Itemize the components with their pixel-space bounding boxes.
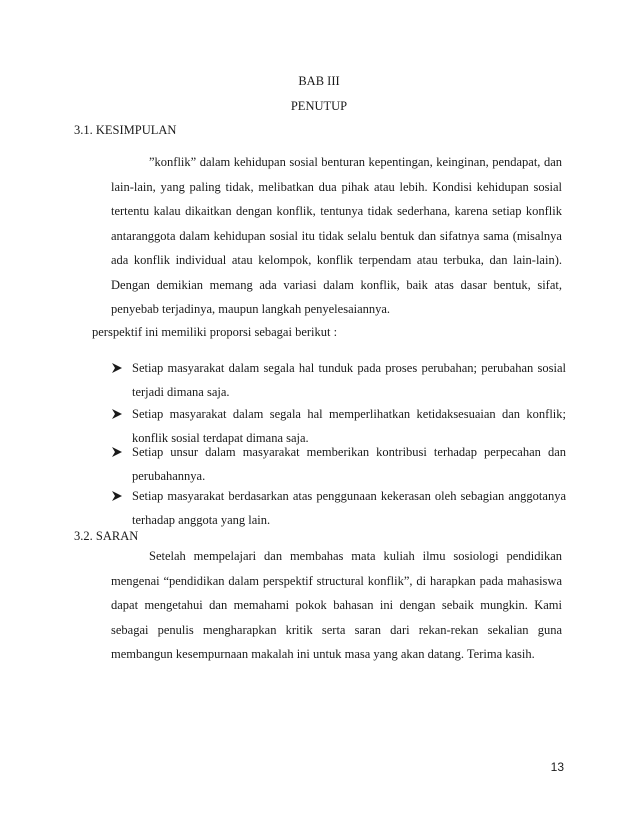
- paragraph-line: mengenai “pendidikan dalam perspektif structural konflik”, di harapkan pada mahasiswa: [111, 573, 562, 588]
- arrowhead-bullet-icon: [110, 360, 124, 376]
- arrowhead-bullet-icon: [110, 444, 124, 460]
- chapter-label: BAB III: [298, 74, 340, 88]
- bullet-line: Setiap unsur dalam masyarakat memberikan kontribusi terhadap perpecahan dan: [132, 445, 566, 459]
- bullet-line: Setiap masyarakat dalam segala hal tunduk pada proses perubahan; perubahan sosial: [132, 361, 566, 375]
- paragraph-line: membangun kesempurnaan makalah ini untuk masa yang akan datang. Terima kasih.: [111, 647, 535, 661]
- paragraph-line: Dengan demikian memang ada variasi dalam konflik, baik atas dasar bentuk, sifat,: [111, 277, 562, 292]
- bullet-line: Setiap masyarakat dalam segala hal memperlihatkan ketidaksesuaian dan konflik;: [132, 407, 566, 421]
- paragraph-line: sebagai penulis mengharapkan kritik serta saran dari rekan-rekan sekalian guna: [111, 622, 562, 637]
- bullet-line: konflik sosial terdapat dimana saja.: [132, 430, 309, 445]
- paragraph-line: tertentu kalau dikaitkan dengan konflik, tentunya tidak sederhana, karena setiap konflik: [111, 204, 562, 218]
- paragraph-line: ”konflik” dalam kehidupan sosial benturan kepentingan, keinginan, pendapat, dan: [149, 155, 562, 169]
- paragraph-line: lain-lain, yang paling tidak, melibatkan dua pihak atau lebih. Kondisi kehidupan sosial: [111, 179, 562, 194]
- paragraph-line: penyebab terjadinya, maupun langkah penyelesaiannya.: [111, 302, 391, 316]
- saran-paragraph: [111, 548, 562, 671]
- arrowhead-bullet-icon: [110, 488, 124, 504]
- bullet-line: terjadi dimana saja.: [132, 384, 230, 399]
- bullet-item: [110, 444, 566, 491]
- paragraph-line: Setelah mempelajari dan membahas mata kuliah ilmu sosiologi pendidikan: [149, 549, 562, 563]
- section-heading-saran: 3.2. SARAN: [74, 529, 139, 543]
- bullet-item: [110, 488, 566, 535]
- paragraph-line: dapat mengetahui dan memahami pokok bahasan ini dengan sebaik mungkin. Kami: [111, 598, 562, 612]
- paragraph-line: ada konflik individual atau kelompok, konflik terpendam atau terbuka, dan lain-lain).: [111, 253, 562, 267]
- kesimpulan-paragraph: [111, 154, 562, 326]
- arrowhead-bullet-icon: [110, 406, 124, 422]
- perspektif-intro: perspektif ini memiliki proporsi sebagai berikut :: [92, 325, 338, 339]
- bullet-line: perubahannya.: [132, 468, 206, 483]
- page-number: 13: [550, 760, 564, 774]
- paragraph-line: antaranggota dalam kehidupan sosial itu tidak selalu bentuk dan sifatnya sama (misalnya: [111, 228, 562, 243]
- chapter-title: PENUTUP: [290, 99, 348, 113]
- bullet-item: [110, 360, 566, 407]
- bullet-line: Setiap masyarakat berdasarkan atas penggunaan kekerasan oleh sebagian anggotanya: [132, 489, 566, 503]
- section-heading-kesimpulan: 3.1. KESIMPULAN: [74, 123, 177, 137]
- bullet-line: terhadap anggota yang lain.: [132, 512, 271, 527]
